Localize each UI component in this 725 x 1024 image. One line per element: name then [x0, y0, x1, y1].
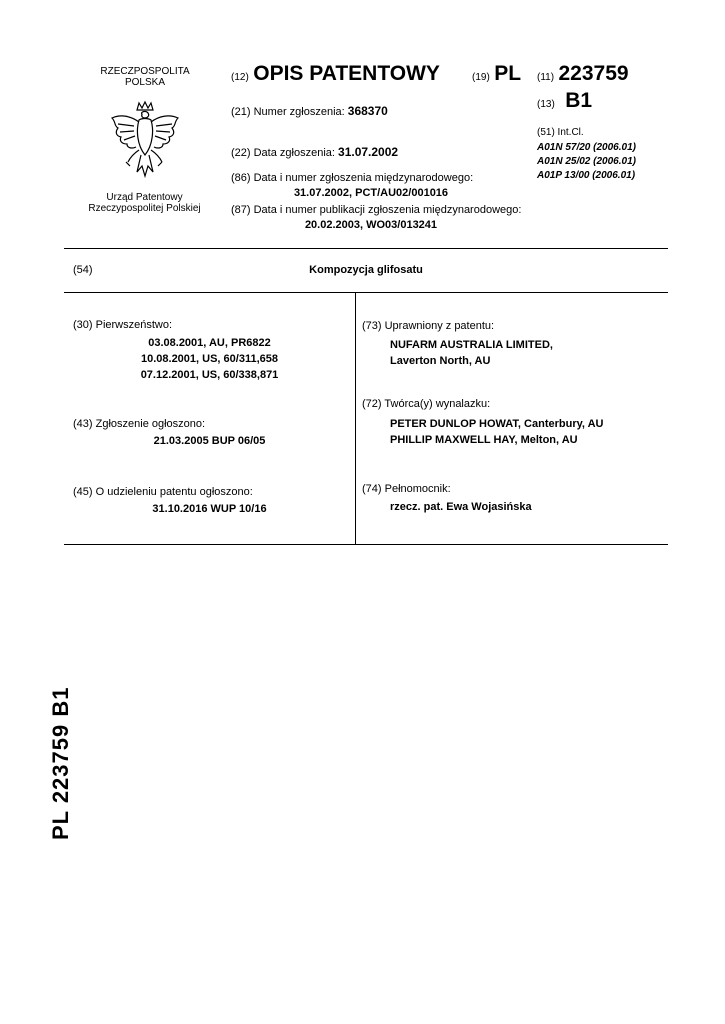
code-13: (13): [537, 99, 555, 110]
intcl-label: (51) Int.Cl.: [537, 127, 584, 138]
holder-line: NUFARM AUSTRALIA LIMITED,: [390, 339, 553, 351]
intl-pub-value: 20.02.2003, WO03/013241: [304, 219, 438, 231]
inventor-list: [390, 416, 604, 448]
office-line1: Urząd Patentowy: [106, 192, 183, 203]
patent-number-line: [537, 62, 629, 86]
eagle-emblem-icon: [106, 100, 184, 188]
code-11: (11): [537, 72, 555, 83]
priority-list: [64, 335, 355, 383]
office-line2: Rzeczypospolitej Polskiej: [88, 203, 201, 214]
holder-label: (73) Uprawniony z patentu:: [362, 320, 495, 332]
divider-bottom: [64, 544, 668, 545]
attorney-value: rzecz. pat. Ewa Wojasińska: [390, 501, 532, 513]
side-patent-id: PL 223759 B1: [48, 686, 73, 840]
app-date-value: 31.07.2002: [338, 145, 399, 159]
holder-value: [390, 337, 553, 369]
priority-item: 10.08.2001, US, 60/311,658: [140, 353, 278, 365]
code-19: (19): [472, 72, 490, 83]
country-line1: RZECZPOSPOLITA: [100, 66, 190, 77]
application-number: [231, 104, 388, 118]
country-name: [80, 66, 210, 88]
application-date: [231, 145, 398, 159]
code-12: (12): [231, 72, 249, 83]
divider-vertical: [355, 292, 356, 545]
priority-item: 03.08.2001, AU, PR6822: [148, 337, 271, 349]
kind-code-line: [537, 89, 592, 113]
attorney-label: (74) Pełnomocnik:: [362, 483, 451, 495]
doc-type-line: [231, 62, 440, 86]
doc-type: OPIS PATENTOWY: [253, 62, 440, 85]
app-pub-label: (43) Zgłoszenie ogłoszono:: [73, 418, 206, 430]
country-line2: POLSKA: [124, 77, 166, 88]
app-number-value: 368370: [347, 104, 388, 118]
patent-number: 223759: [558, 62, 629, 85]
priority-label: (30) Pierwszeństwo:: [73, 319, 173, 331]
grant-value: 31.10.2016 WUP 10/16: [152, 503, 267, 515]
title-code: (54): [73, 264, 93, 276]
country-code-line: [472, 62, 521, 86]
app-date-label: (22) Data zgłoszenia:: [231, 147, 335, 159]
inventor-item: PHILLIP MAXWELL HAY, Melton, AU: [390, 434, 578, 446]
kind-code: B1: [565, 89, 593, 112]
intl-app-label: (86) Data i numer zgłoszenia międzynarodowego:: [231, 172, 474, 184]
grant-label: (45) O udzieleniu patentu ogłoszono:: [73, 486, 253, 498]
intcl-item: A01N 25/02 (2006.01): [537, 156, 636, 167]
intcl-item: A01P 13/00 (2006.01): [537, 170, 636, 181]
intl-pub-label: (87) Data i numer publikacji zgłoszenia międzynarodowego:: [231, 204, 522, 216]
intl-app-value: 31.07.2002, PCT/AU02/001016: [293, 187, 449, 199]
priority-item: 07.12.2001, US, 60/338,871: [140, 369, 279, 381]
app-pub-value: 21.03.2005 BUP 06/05: [153, 435, 266, 447]
patent-office: [72, 192, 217, 214]
country-code: PL: [494, 62, 522, 85]
inventor-item: PETER DUNLOP HOWAT, Canterbury, AU: [390, 418, 604, 430]
patent-title: Kompozycja glifosatu: [309, 264, 423, 276]
intcl-item: A01N 57/20 (2006.01): [537, 142, 636, 153]
divider-top: [64, 248, 668, 249]
app-number-label: (21) Numer zgłoszenia:: [231, 106, 345, 118]
inventor-label: (72) Twórca(y) wynalazku:: [362, 398, 491, 410]
holder-line: Laverton North, AU: [390, 355, 491, 367]
intcl-list: [537, 141, 636, 183]
divider-title: [64, 292, 668, 293]
